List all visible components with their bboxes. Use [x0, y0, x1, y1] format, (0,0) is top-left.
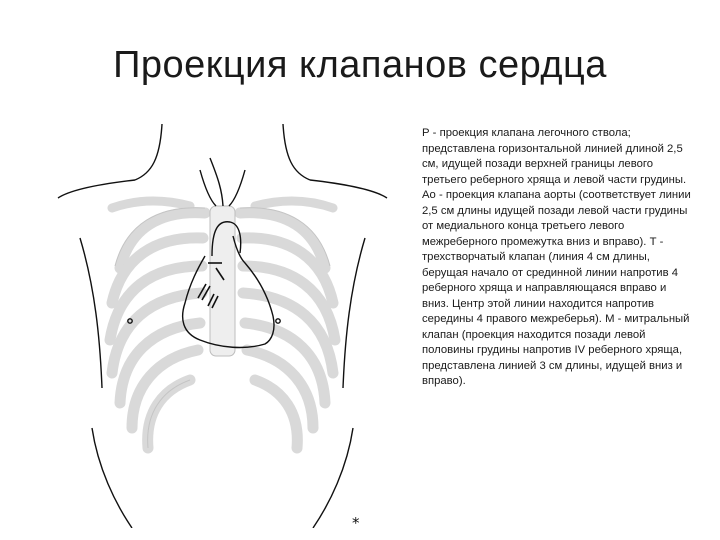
sternum	[210, 206, 235, 356]
slide-title: Проекция клапанов сердца	[113, 44, 607, 86]
footnote-mark: *	[352, 514, 360, 532]
heart-valve-projection-diagram	[40, 118, 405, 528]
valve-description: Р - проекция клапана легочного ствола; представлена горизонтальной линией длиной 2,5 см, идущей позади верхней границы левого третьего реберного хряща и левой части грудины. Ао - проекция клапана аорты (соответствует линии 2,5 см длины идущей позади левой части грудины от медиального конца третьего левого межреберного промежутка вниз и вправо). Т - трехстворчатый клапан (линия 4 см длины, берущая начало от срединной линии напротив 4 реберного хряща и направляющаяся вправо и вниз. Центр этой линии находится напротив середины 4 правого межреберья). М - митральный клапан (проекция находится позади левой половины грудины напротив IV реберного хряща, представлена линией 3 см длины, идущей вниз и вправо).	[422, 127, 691, 387]
